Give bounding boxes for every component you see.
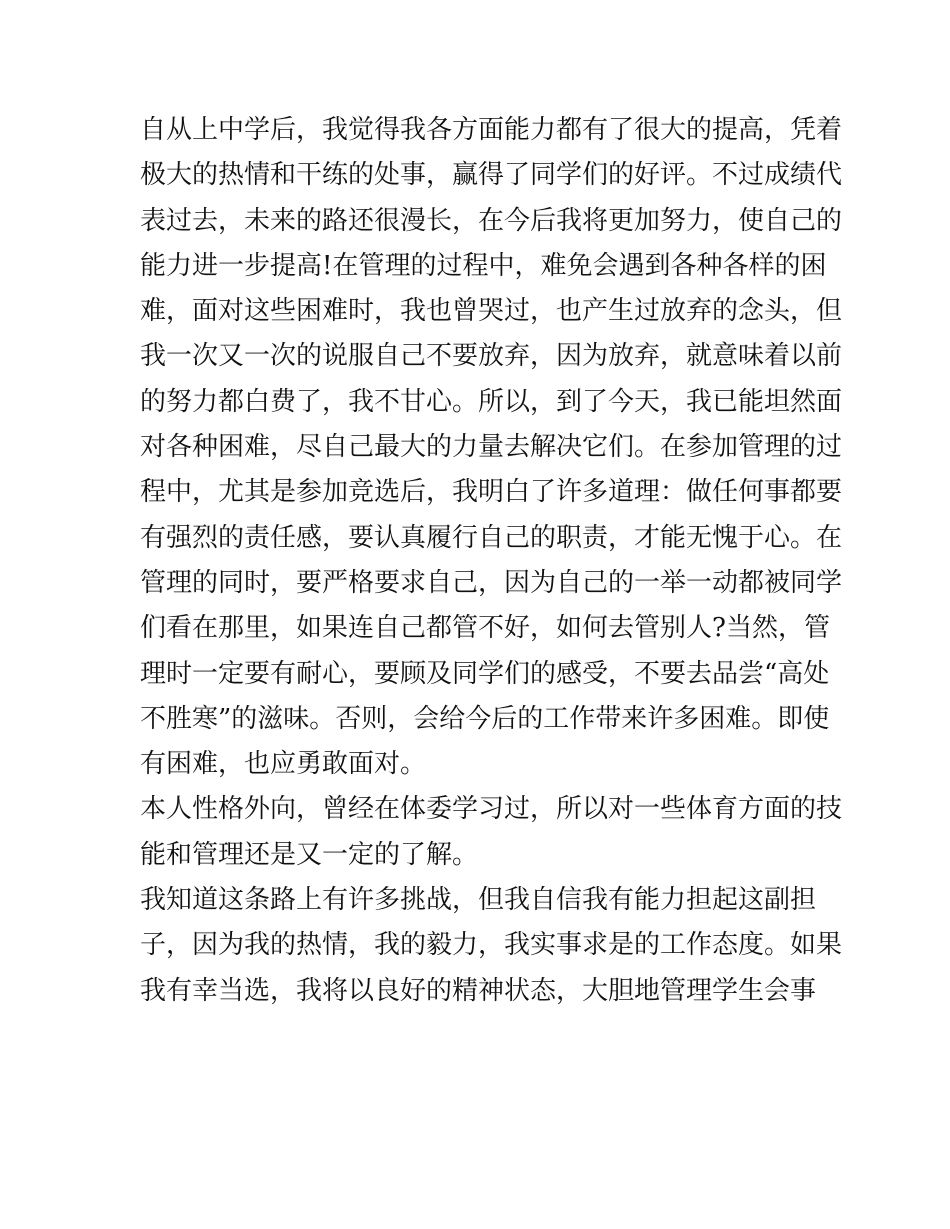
text-line: 的努力都白费了，我不甘心。所以，到了今天，我已能坦然面 [140, 386, 843, 417]
text-line: 们看在那里，如果连自己都管不好，如何去管别人?当然，管 [140, 613, 830, 644]
text-line: 极大的热情和干练的处事，赢得了同学们的好评。不过成绩代 [140, 160, 843, 191]
text-line: 管理的同时，要严格要求自己，因为自己的一举一动都被同学 [140, 567, 843, 598]
text-line: 表过去，未来的路还很漫长，在今后我将更加努力，使自己的 [140, 205, 843, 236]
text-line: 能力进一步提高!在管理的过程中，难免会遇到各种各样的困 [140, 250, 827, 281]
text-line: 难，面对这些困难时，我也曾哭过，也产生过放弃的念头，但 [140, 296, 843, 327]
text-line: 自从上中学后，我觉得我各方面能力都有了很大的提高，凭着 [140, 115, 843, 145]
text-line: 子，因为我的热情，我的毅力，我实事求是的工作态度。如果 [140, 930, 843, 961]
text-line: 我有幸当选，我将以良好的精神状态，大胆地管理学生会事 [140, 975, 817, 1006]
text-line: 有强烈的责任感，要认真履行自己的职责，才能无愧于心。在 [140, 522, 843, 553]
text-line: 本人性格外向，曾经在体委学习过，所以对一些体育方面的技 [140, 794, 843, 825]
text-line: 我一次又一次的说服自己不要放弃，因为放弃，就意味着以前 [140, 341, 843, 372]
text-line: 能和管理还是又一定的了解。 [140, 839, 479, 870]
text-line: 有困难，也应勇敢面对。 [140, 749, 427, 780]
text-line: 理时一定要有耐心，要顾及同学们的感受，不要去品尝“高处 [140, 658, 830, 689]
text-line: 不胜寒”的滋味。否则，会给今后的工作带来许多困难。即使 [140, 703, 830, 734]
text-line: 程中，尤其是参加竞选后，我明白了许多道理：做任何事都要 [140, 477, 843, 508]
text-line: 我知道这条路上有许多挑战，但我自信我有能力担起这副担 [140, 885, 817, 916]
body-text [140, 108, 843, 1014]
text-line: 对各种困难，尽自己最大的力量去解决它们。在参加管理的过 [140, 432, 843, 463]
